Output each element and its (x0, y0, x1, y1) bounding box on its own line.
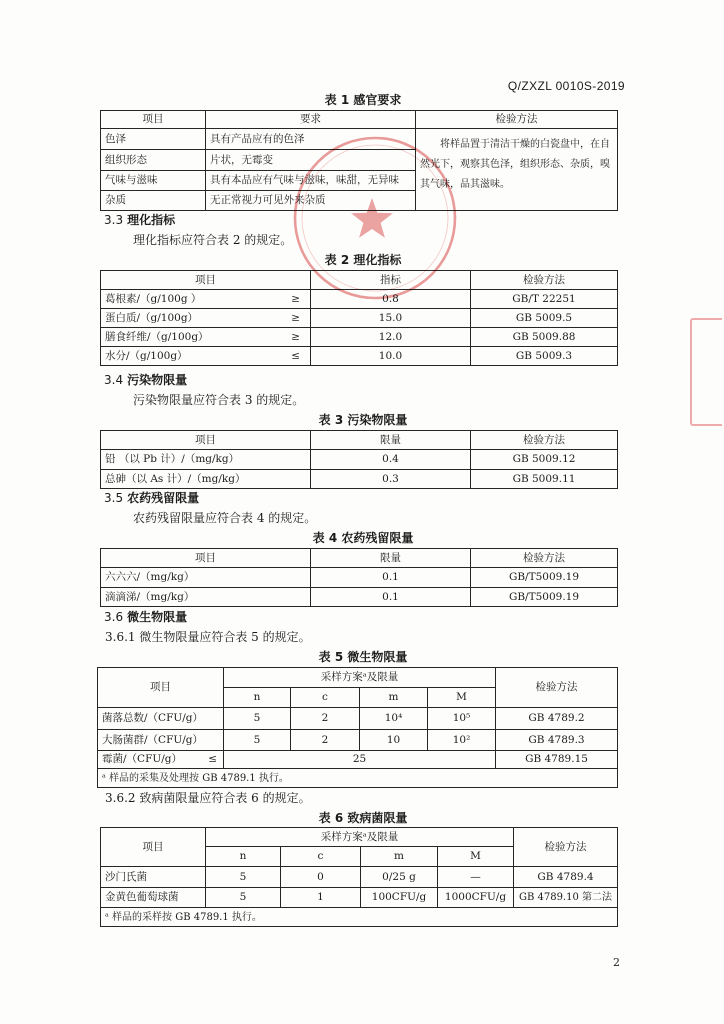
pathogen-limits-table (100, 827, 618, 927)
table-row (101, 450, 618, 470)
table-row (98, 708, 618, 730)
row-item: 金黄色葡萄球菌 (101, 888, 206, 908)
table-row (101, 290, 618, 309)
header-M: M (428, 688, 496, 708)
header-method: 检验方法 (471, 271, 618, 290)
section-3-3-text: 理化指标应符合表 2 的规定。 (133, 233, 293, 247)
header-method: 检验方法 (416, 111, 618, 129)
table-row (98, 730, 618, 751)
section-number: 3.5 (104, 491, 124, 505)
table-row (101, 867, 618, 888)
table-row (101, 568, 618, 588)
table1-title: 表 1 感官要求 (324, 93, 402, 107)
row-n: 5 (224, 730, 291, 751)
row-method: GB 4789.2 (496, 708, 618, 730)
row-item: 沙门氏菌 (101, 867, 206, 888)
row-value: 0.4 (311, 450, 471, 470)
table-header-row (101, 549, 618, 568)
table-header-row (101, 271, 618, 290)
row-M: — (438, 867, 514, 888)
table2-title: 表 2 理化指标 (324, 253, 402, 267)
row-method: GB/T 22251 (471, 290, 618, 309)
row-method: GB 4789.4 (514, 867, 618, 888)
row-method: GB 5009.88 (471, 328, 618, 347)
row-item: 霉菌/（CFU/g） (102, 753, 182, 765)
row-item: 大肠菌群/（CFU/g） (98, 730, 224, 751)
row-requirement: 具有产品应有的色泽 (206, 129, 416, 150)
table-row (101, 309, 618, 328)
row-M: 10⁵ (428, 708, 496, 730)
row-c: 1 (281, 888, 361, 908)
header-item: 项目 (101, 431, 311, 450)
table5-title: 表 5 微生物限量 (318, 650, 408, 664)
row-requirement: 无正常视力可见外来杂质 (206, 191, 416, 211)
header-m: m (361, 847, 438, 867)
row-item: 葛根素/（g/100g ） (105, 292, 202, 305)
row-method: GB 5009.3 (471, 347, 618, 366)
table-row (101, 888, 618, 908)
row-value: 10.0 (311, 347, 471, 366)
row-item: 水分/（g/100g） (105, 349, 188, 362)
header-n: n (206, 847, 281, 867)
table-header-row (101, 111, 618, 129)
row-method: GB/T5009.19 (471, 568, 618, 588)
comparison-operator: ≥ (291, 292, 300, 305)
table-header-row (98, 668, 618, 688)
row-method: GB/T5009.19 (471, 588, 618, 607)
row-c: 2 (291, 708, 360, 730)
row-c: 0 (281, 867, 361, 888)
row-n: 5 (224, 708, 291, 730)
header-method: 检验方法 (471, 431, 618, 450)
section-number: 3.4 (104, 373, 124, 387)
header-item: 项目 (98, 668, 224, 708)
row-item-cell (101, 347, 311, 366)
row-method: GB 5009.5 (471, 309, 618, 328)
section-3-3-heading (104, 212, 175, 228)
row-value: 12.0 (311, 328, 471, 347)
header-value: 限量 (311, 549, 471, 568)
contaminant-limits-table (100, 430, 618, 489)
section-3-4-heading (104, 372, 187, 388)
sensory-method-text: 将样品置于清洁干燥的白瓷盘中，在自然光下，观察其色泽，组织形态、杂质，嗅其气味，品其滋味。 (416, 129, 618, 211)
row-item-cell (101, 290, 311, 309)
table-row (101, 129, 618, 150)
section-title: 污染物限量 (127, 373, 188, 387)
table-footnote: ᵃ 样品的采集及处理按 GB 4789.1 执行。 (98, 769, 618, 788)
page-number: 2 (613, 956, 620, 969)
header-item: 项目 (101, 271, 311, 290)
section-title: 理化指标 (127, 213, 176, 227)
row-item: 组织形态 (101, 150, 206, 171)
header-value: 限量 (311, 431, 471, 450)
table-row (101, 588, 618, 607)
physicochemical-table (100, 270, 618, 366)
section-title: 农药残留限量 (127, 491, 200, 505)
row-method: GB 4789.15 (496, 751, 618, 769)
header-item: 项目 (101, 111, 206, 129)
section-number: 3.3 (104, 213, 124, 227)
header-value: 指标 (311, 271, 471, 290)
table-header-row (101, 431, 618, 450)
edge-stamp-icon (690, 318, 722, 426)
table-row (101, 470, 618, 489)
row-requirement: 片状，无霉变 (206, 150, 416, 171)
row-m: 10 (360, 730, 428, 751)
table4-title: 表 4 农药残留限量 (312, 531, 414, 545)
row-m: 100CFU/g (361, 888, 438, 908)
row-item: 铅 （以 Pb 计）/（mg/kg） (101, 450, 311, 470)
table-header-row (101, 828, 618, 847)
table-row (98, 751, 618, 769)
row-method: GB 4789.10 第二法 (514, 888, 618, 908)
header-item: 项目 (101, 549, 311, 568)
table3-title: 表 3 污染物限量 (318, 413, 408, 427)
sensory-requirements-table (100, 110, 618, 211)
row-value: 0.1 (311, 588, 471, 607)
header-method: 检验方法 (514, 828, 618, 867)
section-3-6-1-text: 3.6.1 微生物限量应符合表 5 的规定。 (105, 630, 311, 644)
header-sampling-plan: 采样方案ᵃ及限量 (224, 668, 496, 688)
row-item: 气味与滋味 (101, 171, 206, 191)
row-requirement: 具有本品应有气味与滋味，味甜，无异味 (206, 171, 416, 191)
header-c: c (281, 847, 361, 867)
table-row (101, 347, 618, 366)
section-3-6-2-text: 3.6.2 致病菌限量应符合表 6 的规定。 (105, 791, 311, 805)
row-value: 0.1 (311, 568, 471, 588)
row-n: 5 (206, 888, 281, 908)
table6-title: 表 6 致病菌限量 (318, 811, 408, 825)
table-footnote: ᵃ 样品的采样按 GB 4789.1 执行。 (101, 908, 618, 927)
document-code: Q/ZXZL 0010S-2019 (507, 79, 625, 93)
row-c: 2 (291, 730, 360, 751)
row-limit: 25 (224, 751, 496, 769)
header-M: M (438, 847, 514, 867)
row-item-cell (101, 309, 311, 328)
row-item: 六六六/（mg/kg） (101, 568, 311, 588)
row-M: 1000CFU/g (438, 888, 514, 908)
comparison-operator: ≤ (291, 349, 300, 362)
row-value: 15.0 (311, 309, 471, 328)
row-method: GB 5009.11 (471, 470, 618, 489)
section-3-5-heading (104, 490, 199, 506)
table-footnote-row (98, 769, 618, 788)
row-item-cell (98, 751, 224, 769)
table-row (101, 328, 618, 347)
row-item: 总砷（以 As 计）/（mg/kg） (101, 470, 311, 489)
header-method: 检验方法 (496, 668, 618, 708)
header-method: 检验方法 (471, 549, 618, 568)
row-m: 0/25 g (361, 867, 438, 888)
comparison-operator: ≥ (291, 311, 300, 324)
microbial-limits-table (97, 667, 618, 788)
row-method: GB 5009.12 (471, 450, 618, 470)
section-number: 3.6 (104, 610, 124, 624)
header-item: 项目 (101, 828, 206, 867)
section-3-5-text: 农药残留限量应符合表 4 的规定。 (133, 511, 317, 525)
row-item: 杂质 (101, 191, 206, 211)
section-3-4-text: 污染物限量应符合表 3 的规定。 (133, 393, 305, 407)
row-item: 菌落总数/（CFU/g） (98, 708, 224, 730)
table-footnote-row (101, 908, 618, 927)
row-M: 10² (428, 730, 496, 751)
row-item: 色泽 (101, 129, 206, 150)
row-n: 5 (206, 867, 281, 888)
row-item-cell (101, 328, 311, 347)
row-value: 0.8 (311, 290, 471, 309)
row-m: 10⁴ (360, 708, 428, 730)
section-title: 微生物限量 (127, 610, 188, 624)
header-n: n (224, 688, 291, 708)
header-m: m (360, 688, 428, 708)
comparison-operator: ≥ (291, 330, 300, 343)
row-method: GB 4789.3 (496, 730, 618, 751)
pesticide-residue-table (100, 548, 618, 607)
row-value: 0.3 (311, 470, 471, 489)
row-item: 蛋白质/（g/100g） (105, 311, 199, 324)
comparison-operator: ≤ (208, 753, 217, 765)
row-item: 滴滴涕/（mg/kg） (101, 588, 311, 607)
row-item: 膳食纤维/（g/100g） (105, 330, 209, 343)
header-sampling-plan: 采样方案ᵃ及限量 (206, 828, 514, 847)
header-c: c (291, 688, 360, 708)
header-requirement: 要求 (206, 111, 416, 129)
section-3-6-heading (104, 609, 187, 625)
